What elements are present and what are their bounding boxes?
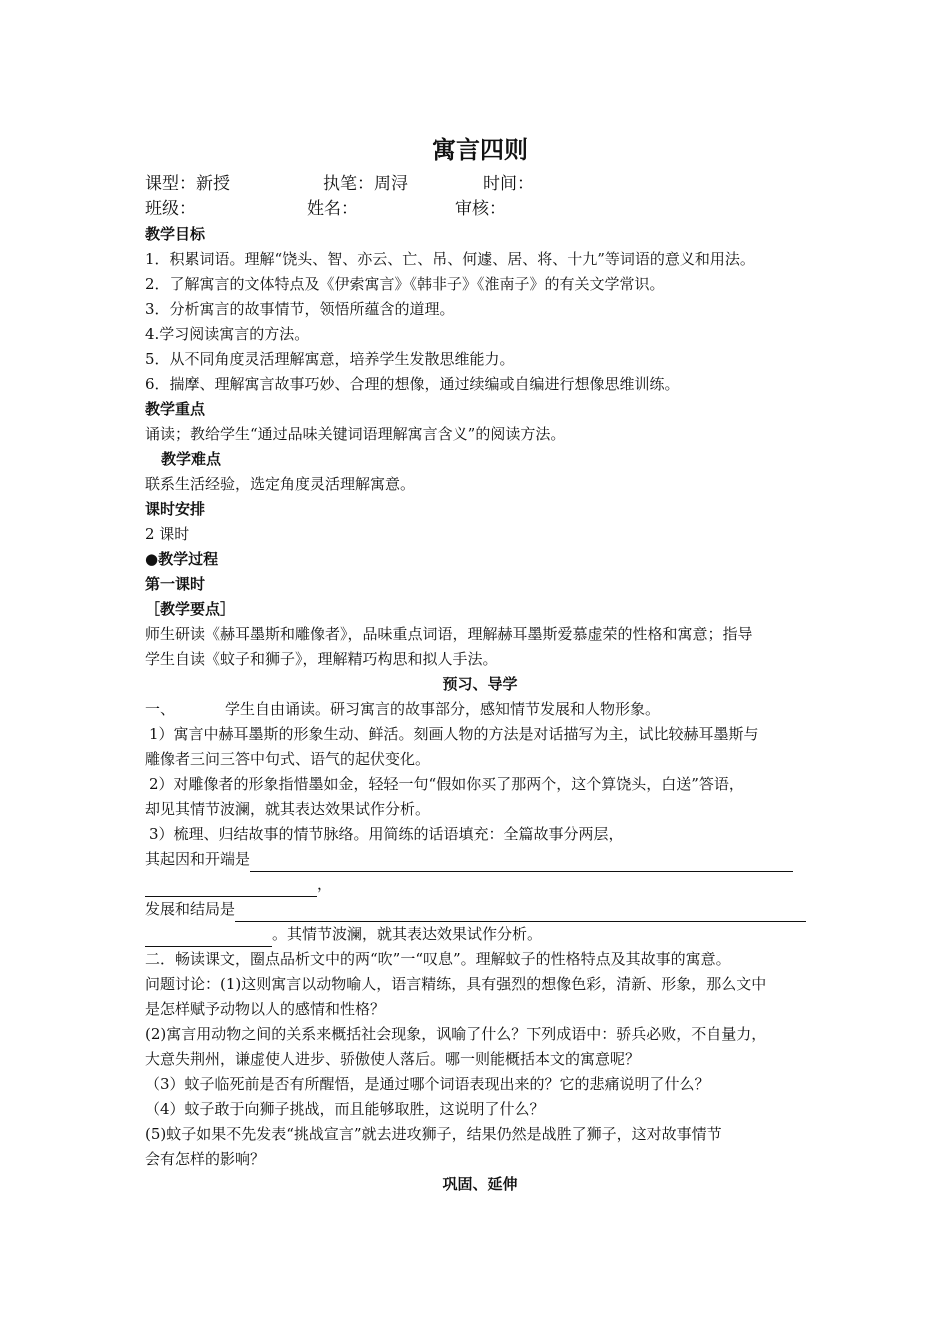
goals-heading: 教学目标 xyxy=(145,225,206,243)
part1-number: 一、 xyxy=(145,700,176,718)
part2-line: (2)寓言用动物之间的关系来概括社会现象，讽喻了什么？下列成语中：骄兵必败，不自量力， xyxy=(145,1025,767,1043)
fill2-label: 发展和结局是 xyxy=(145,900,236,918)
part2-line: 问题讨论：(1)这则寓言以动物喻人，语言精练，具有强烈的想像色彩，清新、形象，那么文中 xyxy=(145,975,767,993)
part1-line xyxy=(145,697,815,722)
part2-line: 大意失荆州，谦虚使人进步、骄傲使人落后。哪一则能概括本文的寓意呢？ xyxy=(145,1050,641,1068)
fill-blank-2-cont xyxy=(145,922,815,947)
part2-line: 会有怎样的影响？ xyxy=(145,1150,266,1168)
points-text-line: 师生研读《赫耳墨斯和雕像者》，品味重点词语，理解赫耳墨斯爱慕虚荣的性格和寓意；指导 xyxy=(145,625,753,643)
lesson1-heading: 第一课时 xyxy=(145,575,206,593)
consolidate-heading: 巩固、延伸 xyxy=(442,1175,518,1193)
difficulty-heading: 教学难点 xyxy=(161,450,222,468)
difficulty-text: 联系生活经验，选定角度灵活理解寓意。 xyxy=(145,475,416,493)
meta-class: 班级： xyxy=(145,199,196,219)
meta-author: 执笔：周浔 xyxy=(323,174,408,194)
schedule-text: 2 课时 xyxy=(145,525,190,543)
meta-time: 时间： xyxy=(483,174,534,194)
fill2-blank-line[interactable] xyxy=(235,901,806,922)
fill1-label: 其起因和开端是 xyxy=(145,850,251,868)
goal-item: 2．了解寓言的文体特点及《伊索寓言》《韩非子》《淮南子》的有关文学常识。 xyxy=(145,275,665,293)
goal-item: 3．分析寓言的故事情节，领悟所蕴含的道理。 xyxy=(145,300,455,318)
fill1-end: ， xyxy=(317,875,333,893)
key-heading: 教学重点 xyxy=(145,400,206,418)
preview-heading: 预习、导学 xyxy=(442,675,518,693)
part1-item-line: 3）梳理、归结故事的情节脉络。用简练的话语填充：全篇故事分两层， xyxy=(149,825,624,843)
meta-name: 姓名： xyxy=(307,199,358,219)
part1-item-line: 雕像者三问三答中句式、语气的起伏变化。 xyxy=(145,750,431,768)
goal-item: 1．积累词语。理解“饶头、智、亦云、亡、吊、何遽、居、将、十九”等词语的意义和用法。 xyxy=(145,250,755,268)
part1-item-line: 1）寓言中赫耳墨斯的形象生动、鲜活。刻画人物的方法是对话描写为主，试比较赫耳墨斯与 xyxy=(149,725,759,743)
part2-line: （4）蚊子敢于向狮子挑战，而且能够取胜，这说明了什么？ xyxy=(145,1100,545,1118)
goal-item: 6．揣摩、理解寓言故事巧妙、合理的想像，通过续编或自编进行想像思维训练。 xyxy=(145,375,680,393)
goal-item: 5．从不同角度灵活理解寓意，培养学生发散思维能力。 xyxy=(145,350,515,368)
part2-line: （3）蚊子临死前是否有所醒悟，是通过哪个词语表现出来的？它的悲痛说明了什么？ xyxy=(145,1075,710,1093)
meta-row-1 xyxy=(145,172,815,197)
meta-review: 审核： xyxy=(455,199,506,219)
part2-line: (5)蚊子如果不先发表“挑战宣言”就去进攻狮子，结果仍然是战胜了狮子，这对故事情节 xyxy=(145,1125,722,1143)
part2-line: 是怎样赋予动物以人的感情和性格？ xyxy=(145,1000,386,1018)
process-heading: ●教学过程 xyxy=(145,550,219,568)
document-content xyxy=(145,128,815,1197)
key-text: 诵读；教给学生“通过品味关键词语理解寓言含义”的阅读方法。 xyxy=(145,425,566,443)
part1-item-line: 2）对雕像者的形象指惜墨如金，轻轻一句“假如你买了那两个，这个算饶头，白送”答语， xyxy=(149,775,744,793)
goal-item: 4.学习阅读寓言的方法。 xyxy=(145,325,310,343)
part2-line: 二．畅读课文，圈点品析文中的两“吹”一“叹息”。理解蚊子的性格特点及其故事的寓意。 xyxy=(145,950,731,968)
meta-lesson-type: 课型：新授 xyxy=(145,174,230,194)
fill2-end: 。其情节波澜，就其表达效果试作分析。 xyxy=(272,925,543,943)
fill-blank-1-cont xyxy=(145,872,815,897)
points-heading: ［教学要点］ xyxy=(145,600,236,618)
document-title: 寓言四则 xyxy=(432,135,528,164)
points-text-line: 学生自读《蚊子和狮子》，理解精巧构思和拟人手法。 xyxy=(145,650,498,668)
part1-text: 学生自由诵读。研习寓言的故事部分，感知情节发展和人物形象。 xyxy=(225,700,661,718)
fill1-blank-line[interactable] xyxy=(250,851,793,872)
fill2-blank-line-cont[interactable] xyxy=(145,926,272,947)
fill-blank-2 xyxy=(145,897,815,922)
fill-blank-1 xyxy=(145,847,815,872)
part1-item-line: 却见其情节波澜，就其表达效果试作分析。 xyxy=(145,800,431,818)
meta-row-2 xyxy=(145,197,815,222)
schedule-heading: 课时安排 xyxy=(145,500,206,518)
fill1-blank-line-cont[interactable] xyxy=(145,876,317,897)
